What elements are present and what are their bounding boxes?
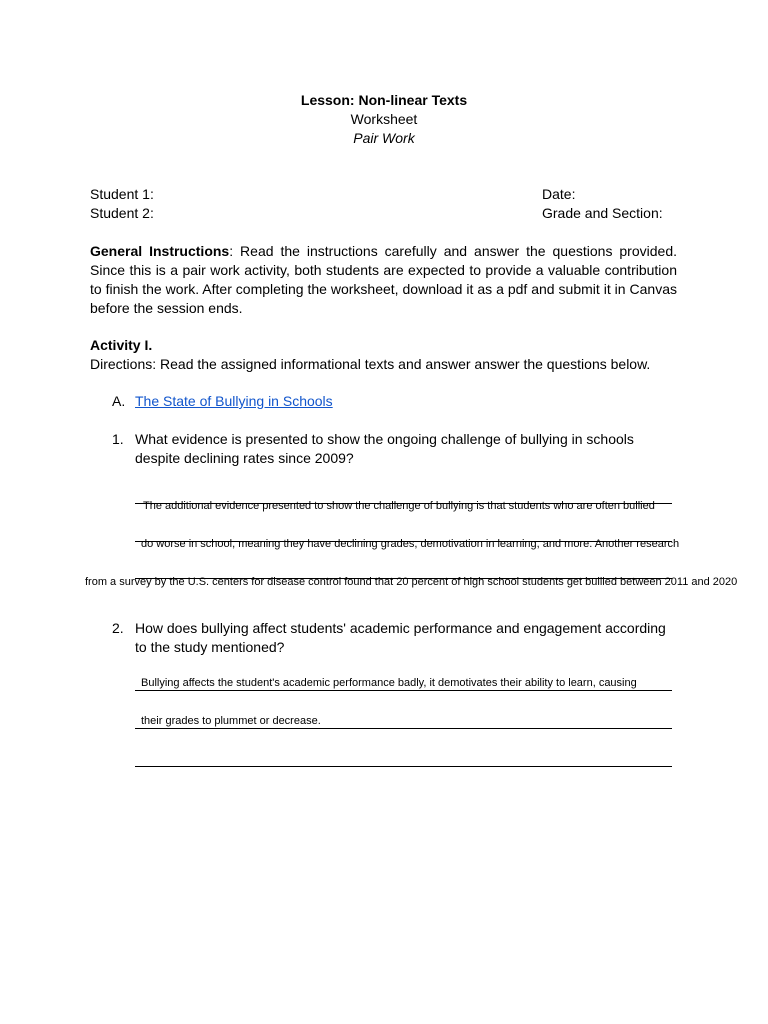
worksheet-subtitle: Worksheet xyxy=(350,111,418,127)
pair-work-label: Pair Work xyxy=(353,130,415,146)
general-instructions xyxy=(90,242,677,318)
grade-section-label: Grade and Section: xyxy=(542,205,663,221)
activity-directions: Directions: Read the assigned informational texts and answer answer the questions below. xyxy=(90,356,651,372)
instructions-label: General Instructions xyxy=(90,243,230,259)
question-2-answer-line-2[interactable]: their grades to plummet or decrease. xyxy=(141,715,321,727)
question-1-text: What evidence is presented to show the ongoing challenge of bullying in schools despite declining rates since 2009? xyxy=(135,431,634,466)
question-2-answer-line-1[interactable]: Bullying affects the student's academic performance badly, it demotivates their ability to learn, causing xyxy=(141,677,637,689)
student1-label: Student 1: xyxy=(90,186,154,202)
student2-label: Student 2: xyxy=(90,205,154,221)
answer-line[interactable] xyxy=(135,766,672,767)
question-2-text: How does bullying affect students' academic performance and engagement according to the study mentioned? xyxy=(135,620,666,655)
question-1-answer-line-1[interactable]: The additional evidence presented to show the challenge of bullying is that students who are often bullied xyxy=(143,500,655,512)
answer-line xyxy=(135,690,672,691)
lesson-title: Lesson: Non-linear Texts xyxy=(300,92,468,108)
date-label: Date: xyxy=(542,186,576,202)
item-a-marker: A. xyxy=(112,393,126,409)
activity-title: Activity I. xyxy=(90,337,153,353)
bullying-article-link[interactable]: The State of Bullying in Schools xyxy=(135,393,333,409)
question-1-answer-line-2[interactable]: do worse in school, meaning they have declining grades, demotivation in learning, and more. Another research xyxy=(141,538,680,550)
instructions-text: : Read the instructions carefully and answer the questions provided. Since this is a pair work activity, both students are expected to provide a valuable contribution to finish the work. After completing the worksheet, download it as a pdf and submit it in Canvas before the session ends. xyxy=(90,243,677,316)
question-1-answer-line-3[interactable]: from a survey by the U.S. centers for disease control found that 20 percent of high school students get bullied between 2011 and 2020 xyxy=(85,576,738,588)
question-2-number: 2. xyxy=(112,620,124,636)
answer-line xyxy=(135,728,672,729)
question-1-number: 1. xyxy=(112,431,124,447)
